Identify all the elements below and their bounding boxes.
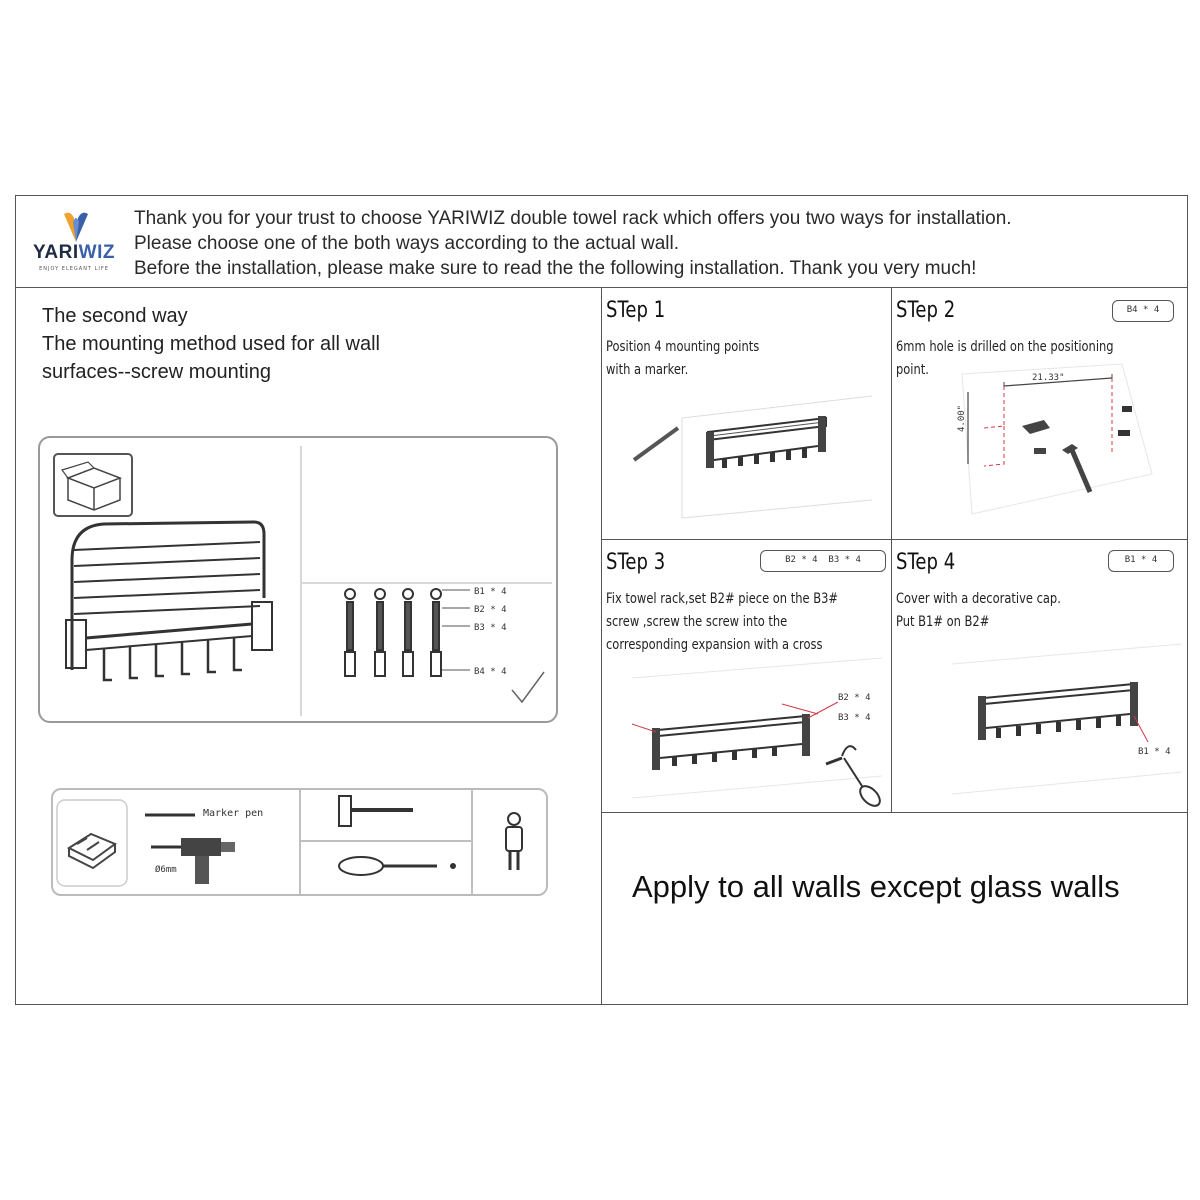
hammer-icon bbox=[339, 796, 419, 832]
step-4 bbox=[892, 540, 1187, 813]
screw-b3 bbox=[403, 589, 413, 676]
step-title: STep 1 bbox=[606, 298, 666, 323]
tools-divider bbox=[299, 790, 301, 894]
header bbox=[16, 196, 1187, 288]
apply-note: Apply to all walls except glass walls bbox=[632, 869, 1120, 904]
left-panel bbox=[16, 288, 602, 1004]
step3-illustration bbox=[612, 658, 892, 808]
intro-text bbox=[134, 206, 1177, 281]
callout-b2: B2 * 4 bbox=[838, 693, 871, 703]
parts-box bbox=[38, 436, 558, 723]
step-2 bbox=[892, 288, 1187, 540]
step-title: STep 2 bbox=[896, 298, 956, 323]
step-1 bbox=[602, 288, 892, 540]
callout-b1: B1 * 4 bbox=[1138, 747, 1171, 757]
logo-wordmark: YARIWIZ bbox=[33, 242, 115, 263]
hardware-kit-icon bbox=[57, 800, 127, 886]
installer-person-icon bbox=[499, 812, 529, 872]
svg-text:Marker pen: Marker pen bbox=[203, 808, 264, 819]
width-dimension: 21.33" bbox=[1032, 373, 1065, 383]
intro-line: Please choose one of the both ways according to the actual wall. bbox=[134, 233, 680, 254]
step-3 bbox=[602, 540, 892, 813]
apply-note-panel bbox=[602, 813, 1187, 1004]
tools-divider bbox=[471, 790, 473, 894]
part-badge: B4 * 4 bbox=[1112, 300, 1174, 322]
method-title: The second way The mounting method used for all wall surfaces--screw mounting bbox=[42, 305, 380, 383]
height-dimension: 4.00" bbox=[957, 404, 967, 432]
step2-drilling-diagram bbox=[922, 364, 1182, 524]
screwdriver-icon bbox=[337, 854, 457, 878]
step-text: Position 4 mounting points with a marker. bbox=[606, 339, 760, 378]
part-label-b1: B1 * 4 bbox=[474, 587, 507, 597]
step-text: Fix towel rack,set B2# piece on the B3# screw ,screw the screw into the corresponding expansion with a cross bbox=[606, 591, 839, 653]
parts-divider bbox=[300, 446, 302, 716]
marker-pen-icon bbox=[634, 428, 678, 460]
intro-line: Before the installation, please make sure to read the the following installation. Thank you very much! bbox=[134, 258, 977, 279]
towel-rack-drawing bbox=[64, 520, 274, 700]
marker-pen-label bbox=[203, 806, 283, 820]
part-label-b3: B3 * 4 bbox=[474, 623, 507, 633]
right-panel bbox=[602, 288, 1187, 1004]
checkmark-icon bbox=[508, 670, 548, 710]
screw-parts-drawing bbox=[330, 586, 530, 696]
step-text: 6mm hole is drilled on the positioning point. bbox=[896, 339, 1114, 378]
part-label-b4: B4 * 4 bbox=[474, 667, 507, 677]
package-icon bbox=[54, 454, 134, 518]
step-title: STep 4 bbox=[896, 550, 956, 575]
tools-rule bbox=[301, 840, 471, 842]
marker-pen-icon bbox=[145, 812, 195, 818]
step4-illustration bbox=[912, 644, 1192, 794]
screw-b1 bbox=[345, 589, 355, 676]
logo-tagline: ENJOY ELEGANT LIFE bbox=[39, 266, 109, 272]
step-title: STep 3 bbox=[606, 550, 666, 575]
intro-line: Thank you for your trust to choose YARIWIZ double towel rack which offers you two ways for installation. bbox=[134, 208, 1012, 229]
screw-b2 bbox=[375, 589, 385, 676]
step-text: Cover with a decorative cap. Put B1# on B2# bbox=[896, 591, 1061, 630]
drill-bit-label: Ø6mm bbox=[155, 865, 177, 875]
screw-b4 bbox=[431, 589, 441, 676]
tools-box bbox=[51, 788, 548, 896]
instruction-sheet bbox=[15, 195, 1188, 1005]
step1-illustration bbox=[622, 388, 882, 528]
callout-b3: B3 * 4 bbox=[838, 713, 871, 723]
drill-icon bbox=[151, 830, 251, 890]
screwdriver-icon bbox=[826, 746, 883, 809]
part-label-b2: B2 * 4 bbox=[474, 605, 507, 615]
part-badge: B2 * 4 B3 * 4 bbox=[760, 550, 886, 572]
parts-rule bbox=[302, 582, 552, 584]
logo-icon bbox=[56, 204, 96, 244]
brand-logo bbox=[24, 202, 124, 282]
part-badge: B1 * 4 bbox=[1108, 550, 1174, 572]
